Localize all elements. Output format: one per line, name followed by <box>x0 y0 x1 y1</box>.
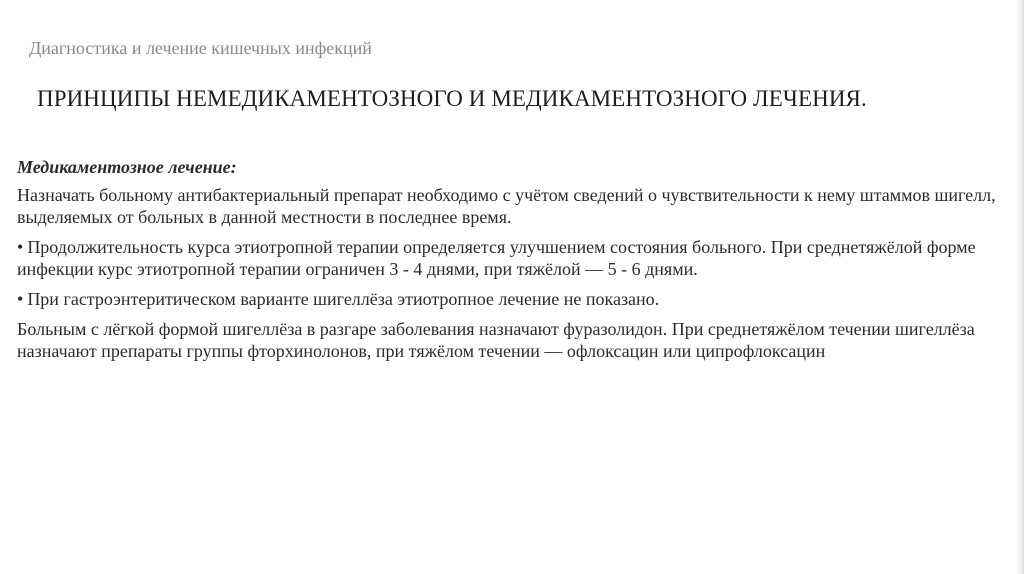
bullet-item-gastroenteritic <box>17 288 1007 310</box>
paragraph-treatment: Больным с лёгкой формой шигеллёза в разгаре заболевания назначают фуразолидон. При среднетяжёлом течении шигеллёза назначают препараты группы фторхинолонов, при тяжёлом течении — офлоксацин или ципрофлоксацин <box>17 319 975 361</box>
bullet-icon: • <box>17 237 24 257</box>
slide-title: ПРИНЦИПЫ НЕМЕДИКАМЕНТОЗНОГО И МЕДИКАМЕНТОЗНОГО ЛЕЧЕНИЯ. <box>37 86 867 111</box>
bullet-text: При гастроэнтеритическом варианте шигеллёза этиотропное лечение не показано. <box>27 289 660 309</box>
slide-body <box>17 156 1007 370</box>
bullet-icon: • <box>17 289 24 309</box>
paragraph-antibacterial: Назначать больному антибактериальный препарат необходимо с учётом сведений о чувствительности к нему штаммов шигелл, выделяемых от больных в данной местности в последнее время. <box>17 185 996 227</box>
slide-edge-shadow <box>1016 0 1024 574</box>
bullet-text: Продолжительность курса этиотропной терапии определяется улучшением состояния больного. При среднетяжёлой форме инфекции курс этиотропной терапии ограничен 3 - 4 днями, при тяжёлой — 5 - 6 днями. <box>17 237 976 279</box>
subheading: Медикаментозное лечение: <box>17 157 237 177</box>
bullet-item-course-duration <box>17 236 1007 280</box>
slide-header: Диагностика и лечение кишечных инфекций <box>29 38 372 58</box>
